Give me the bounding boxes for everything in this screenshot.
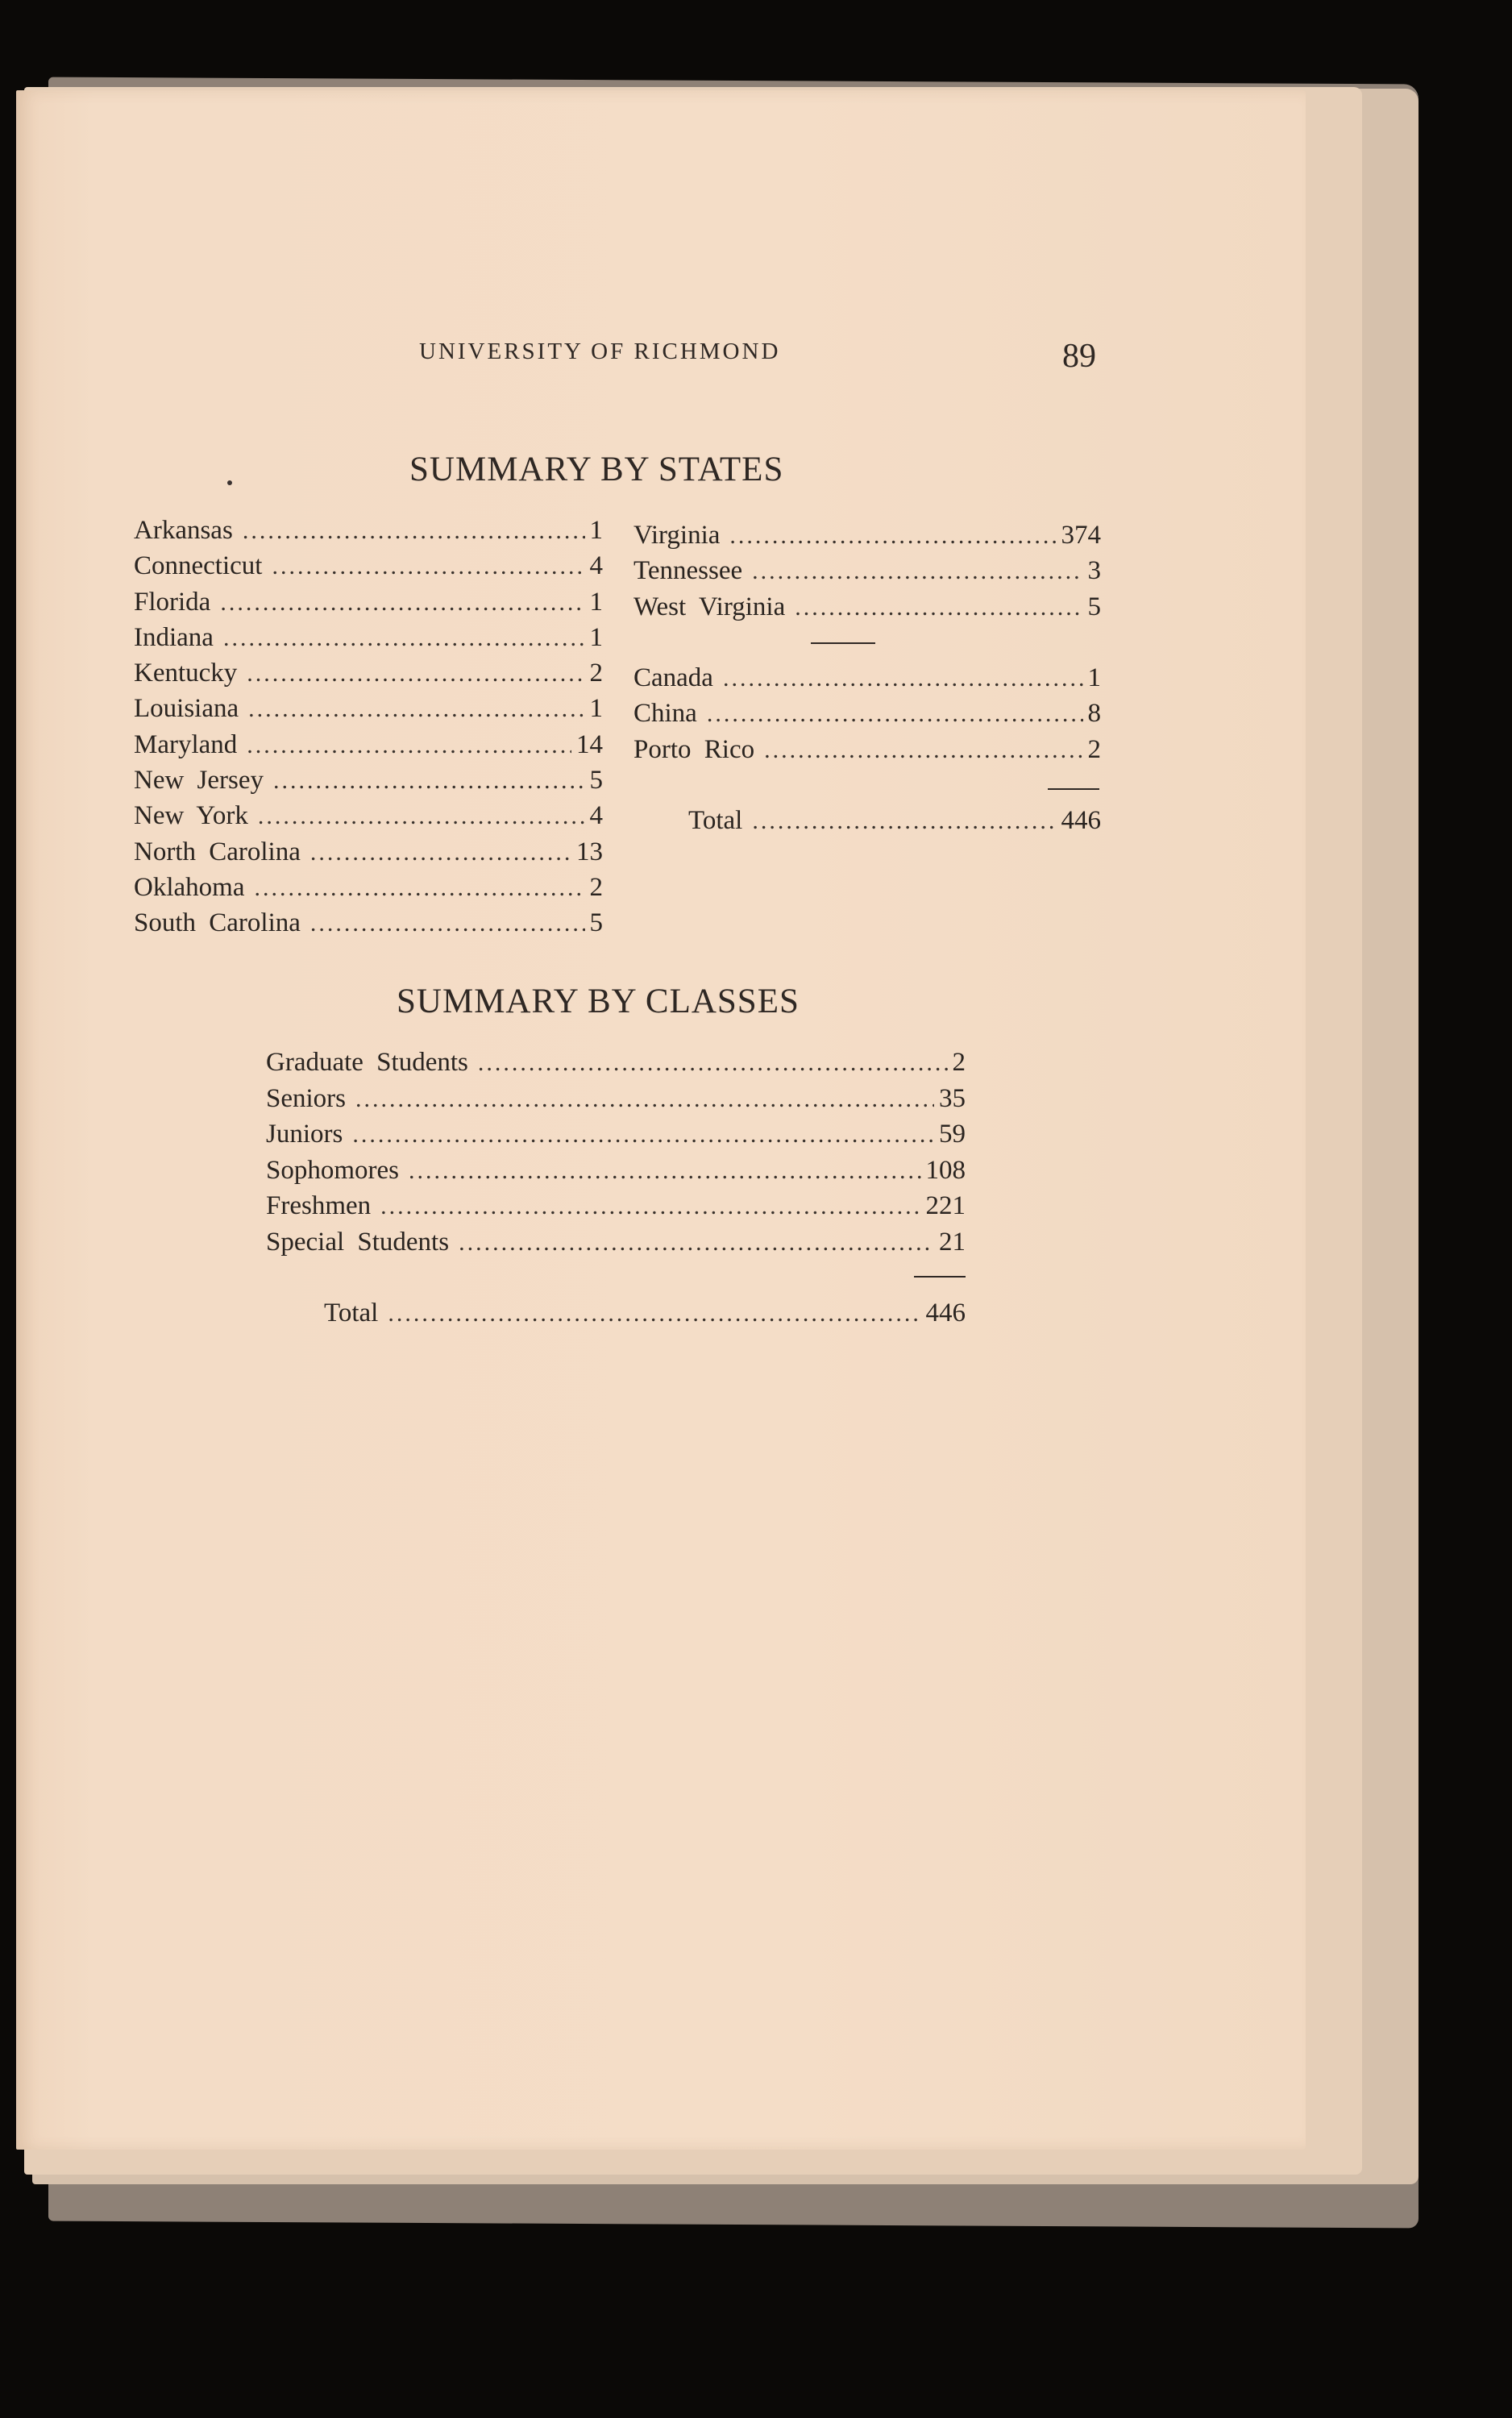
page-number: 89	[1062, 338, 1096, 375]
state-name: Indiana	[134, 622, 214, 652]
country-name: China	[633, 699, 697, 729]
states-left-column	[134, 513, 603, 941]
state-count: 14	[576, 729, 603, 759]
state-name: Connecticut	[134, 551, 263, 581]
list-item	[266, 1081, 966, 1117]
dot-leader	[752, 554, 1082, 589]
dot-leader	[247, 728, 571, 763]
ink-speck	[227, 480, 232, 485]
state-count: 3	[1087, 556, 1101, 586]
state-count: 1	[589, 622, 603, 652]
list-item	[134, 762, 603, 798]
class-count: 59	[939, 1120, 966, 1149]
class-count: 221	[925, 1191, 966, 1220]
dot-leader	[409, 1153, 921, 1189]
class-name: Seniors	[266, 1083, 346, 1113]
state-name: South Carolina	[134, 908, 301, 938]
class-name: Freshmen	[266, 1191, 372, 1220]
dot-leader	[273, 763, 584, 799]
list-item	[266, 1153, 966, 1189]
dot-leader	[247, 656, 584, 692]
state-name: Virginia	[633, 521, 721, 550]
total-value: 446	[925, 1298, 966, 1328]
class-count: 108	[925, 1155, 966, 1185]
class-name: Special Students	[266, 1227, 450, 1257]
dot-leader	[243, 513, 585, 549]
class-count: 2	[952, 1048, 966, 1077]
classes-list	[266, 1045, 966, 1332]
dot-leader	[310, 835, 571, 870]
list-item	[134, 798, 603, 833]
state-name: Arkansas	[134, 516, 233, 545]
section-divider	[633, 625, 1101, 660]
state-name: Tennessee	[633, 556, 743, 586]
total-value: 446	[1061, 806, 1101, 836]
state-name: New Jersey	[134, 766, 264, 796]
list-item	[633, 517, 1101, 553]
list-item	[134, 548, 603, 584]
list-item	[134, 584, 603, 620]
dot-leader	[707, 696, 1083, 732]
list-item	[266, 1116, 966, 1153]
dot-leader	[478, 1045, 948, 1081]
list-item	[134, 727, 603, 762]
dot-leader	[729, 518, 1056, 554]
dot-leader	[795, 590, 1082, 625]
total-label: Total	[688, 806, 743, 836]
list-item	[134, 655, 603, 691]
dot-leader	[752, 804, 1056, 839]
list-item	[134, 620, 603, 655]
states-right-column	[633, 517, 1101, 839]
country-count: 2	[1087, 734, 1101, 764]
list-item	[134, 905, 603, 941]
state-name: Maryland	[134, 729, 238, 759]
state-name: New York	[134, 801, 248, 831]
dot-leader	[248, 692, 584, 727]
dot-leader	[220, 585, 584, 621]
list-item	[266, 1045, 966, 1081]
dot-leader	[355, 1082, 934, 1117]
sum-rule	[914, 1276, 966, 1278]
state-count: 4	[589, 551, 603, 581]
state-name: Florida	[134, 587, 211, 617]
dot-leader	[352, 1117, 934, 1153]
list-item	[134, 870, 603, 905]
class-name: Sophomores	[266, 1155, 399, 1185]
state-count: 5	[1087, 592, 1101, 621]
summary-by-classes-title: SUMMARY BY CLASSES	[397, 983, 800, 1020]
state-count: 1	[589, 587, 603, 617]
dot-leader	[223, 621, 585, 656]
class-name: Juniors	[266, 1120, 343, 1149]
divider-rule	[811, 642, 875, 644]
list-item	[266, 1224, 966, 1261]
sum-divider	[266, 1260, 966, 1295]
state-name: Louisiana	[134, 694, 239, 724]
list-item	[633, 732, 1101, 767]
dot-leader	[310, 906, 585, 941]
dot-leader	[723, 661, 1083, 696]
state-count: 4	[589, 801, 603, 831]
dot-leader	[380, 1189, 920, 1224]
country-name: Porto Rico	[633, 734, 755, 764]
state-count: 374	[1061, 521, 1101, 550]
state-count: 1	[589, 516, 603, 545]
dot-leader	[258, 799, 585, 834]
country-count: 1	[1087, 663, 1101, 693]
country-name: Canada	[633, 663, 713, 693]
class-count: 21	[939, 1227, 966, 1257]
sum-rule	[1048, 788, 1099, 790]
classes-total-row	[266, 1295, 966, 1332]
sum-divider	[633, 767, 1101, 803]
total-label: Total	[324, 1298, 379, 1328]
list-item	[633, 589, 1101, 625]
state-name: Oklahoma	[134, 872, 245, 902]
dot-leader	[254, 870, 584, 906]
state-count: 13	[576, 837, 603, 866]
summary-by-states-title: SUMMARY BY STATES	[409, 451, 784, 488]
state-name: Kentucky	[134, 659, 238, 688]
state-count: 1	[589, 694, 603, 724]
dot-leader	[272, 549, 584, 584]
list-item	[134, 513, 603, 548]
dot-leader	[764, 733, 1082, 768]
state-count: 5	[589, 766, 603, 796]
running-head: UNIVERSITY OF RICHMOND	[419, 339, 781, 364]
state-count: 5	[589, 908, 603, 938]
country-count: 8	[1087, 699, 1101, 729]
dot-leader	[459, 1225, 934, 1261]
list-item	[633, 553, 1101, 588]
list-item	[633, 696, 1101, 731]
list-item	[633, 660, 1101, 696]
list-item	[266, 1188, 966, 1224]
class-count: 35	[939, 1083, 966, 1113]
state-count: 2	[589, 872, 603, 902]
state-count: 2	[589, 659, 603, 688]
list-item	[134, 691, 603, 726]
state-name: North Carolina	[134, 837, 301, 866]
dot-leader	[388, 1296, 920, 1332]
list-item	[134, 834, 603, 870]
states-total-row	[633, 803, 1101, 838]
state-name: West Virginia	[633, 592, 786, 621]
class-name: Graduate Students	[266, 1048, 468, 1077]
